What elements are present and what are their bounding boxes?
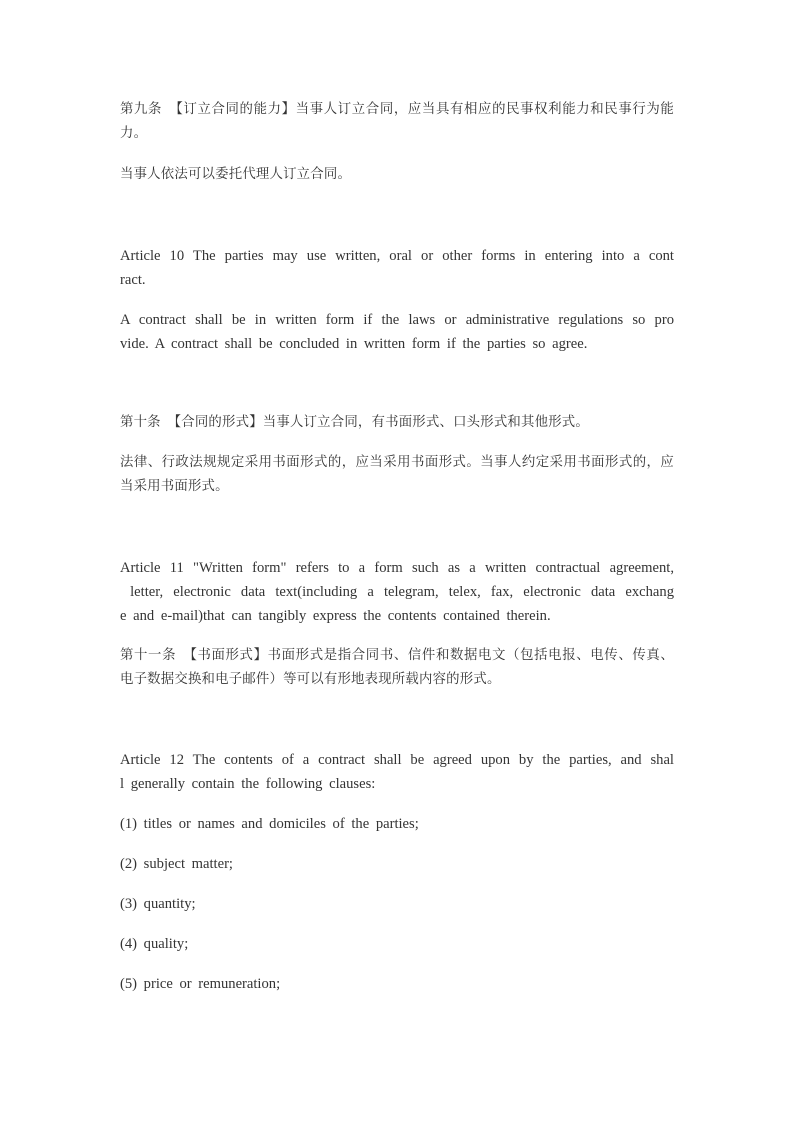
article-9-zh-paragraph-2: [120, 163, 674, 187]
text-line: 法律、行政法规规定采用书面形式的，应当采用书面形式。当事人约定采用书面形式的，应: [120, 455, 674, 470]
article-11-zh-paragraph: [120, 644, 674, 692]
text-line: letter, electronic data text(including a telegram, telex, fax, electronic data exchang: [120, 584, 674, 600]
text-line: ract.: [120, 272, 146, 288]
clause-1: [120, 812, 674, 836]
clause-4: [120, 932, 674, 956]
text-line: 当采用书面形式。: [120, 479, 229, 494]
clause-3: [120, 892, 674, 916]
text-line: A contract shall be in written form if the laws or administrative regulations so pro: [120, 312, 674, 328]
text-line: 电子数据交换和电子邮件）等可以有形地表现所载内容的形式。: [120, 672, 501, 687]
article-9-zh-paragraph-1: [120, 98, 674, 146]
article-12-en-paragraph: [120, 748, 674, 796]
text-line: Article 12 The contents of a contract shall be agreed upon by the parties, and shal: [120, 752, 674, 768]
article-10-zh-paragraph-2: [120, 451, 674, 499]
text-line: Article 10 The parties may use written, oral or other forms in entering into a cont: [120, 248, 674, 264]
clause-2: [120, 852, 674, 876]
text-line: 第九条 【订立合同的能力】当事人订立合同，应当具有相应的民事权利能力和民事行为能: [120, 102, 674, 117]
text-line: 当事人依法可以委托代理人订立合同。: [120, 167, 352, 182]
article-10-en-paragraph-2: [120, 308, 674, 356]
text-line: e and e-mail)that can tangibly express the contents contained therein.: [120, 608, 551, 624]
text-line: vide. A contract shall be concluded in written form if the parties so agree.: [120, 336, 588, 352]
article-11-en-paragraph: [120, 556, 674, 628]
text-line: Article 11 "Written form" refers to a form such as a written contractual agreement,: [120, 560, 674, 576]
article-10-en-paragraph-1: [120, 244, 674, 292]
text-line: (3) quantity;: [120, 896, 196, 912]
text-line: (2) subject matter;: [120, 856, 233, 872]
text-line: (5) price or remuneration;: [120, 976, 281, 992]
article-10-zh-paragraph-1: [120, 411, 674, 435]
text-line: (4) quality;: [120, 936, 189, 952]
text-line: 第十条 【合同的形式】当事人订立合同，有书面形式、口头形式和其他形式。: [120, 415, 589, 430]
text-line: 第十一条 【书面形式】书面形式是指合同书、信件和数据电文（包括电报、电传、传真、: [120, 648, 674, 663]
text-line: l generally contain the following clauses:: [120, 776, 376, 792]
text-line: (1) titles or names and domiciles of the parties;: [120, 816, 419, 832]
text-line: 力。: [120, 126, 148, 141]
clause-5: [120, 972, 674, 996]
